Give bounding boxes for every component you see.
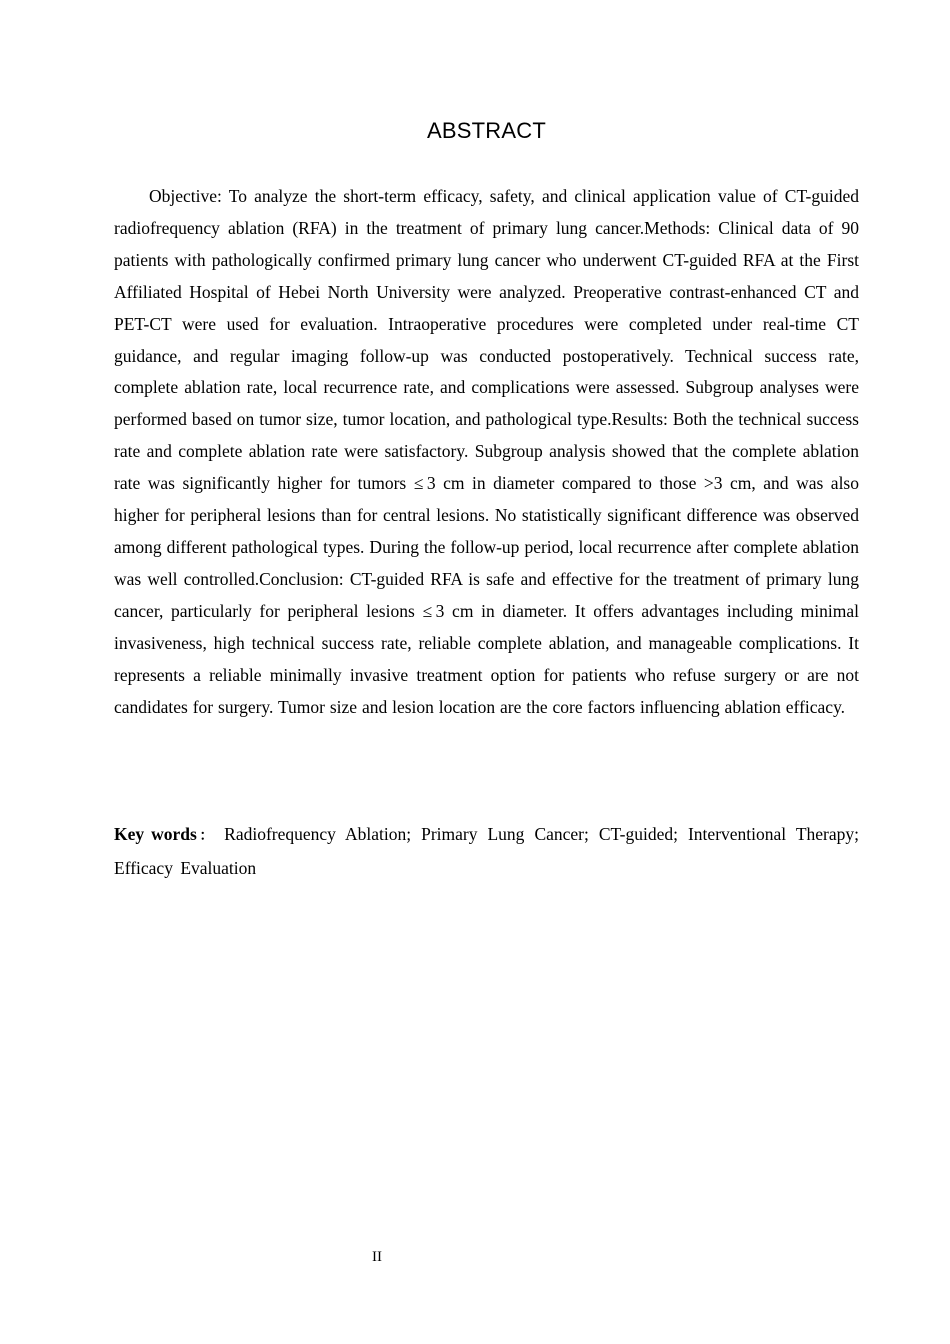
abstract-title: ABSTRACT (427, 118, 546, 143)
keywords-label: Key words (114, 824, 197, 844)
page-number: II (372, 1249, 382, 1265)
keywords-paragraph (114, 819, 859, 885)
keywords-list: Radiofrequency Ablation; Primary Lung Cancer; CT-guided; Interventional Therapy; Efficacy Evaluation (114, 824, 860, 878)
abstract-body: Objective: To analyze the short-term efficacy, safety, and clinical application value of CT-guided radiofrequency ablation (RFA) in the treatment of primary lung cancer.Methods: Clinical data of 90 patients with pathologically confirmed primary lung cancer who underwent CT-guided RFA at the First Affiliated Hospital of Hebei North University were analyzed. Preoperative contrast-enhanced CT and PET-CT were used for evaluation. Intraoperative procedures were completed under real-time CT guidance, and regular imaging follow-up was conducted postoperatively. Technical success rate, complete ablation rate, local recurrence rate, and complications were assessed. Subgroup analyses were performed based on tumor size, tumor location, and pathological type.Results: Both the technical success rate and complete ablation rate were satisfactory. Subgroup analysis showed that the complete ablation rate was significantly higher for tumors ≤ 3 cm in diameter compared to those >3 cm, and was also higher for peripheral lesions than for central lesions. No statistically significant difference was observed among different pathological types. During the follow-up period, local recurrence after complete ablation was well controlled.Conclusion: CT-guided RFA is safe and effective for the treatment of primary lung cancer, particularly for peripheral lesions ≤ 3 cm in diameter. It offers advantages including minimal invasiveness, high technical success rate, reliable complete ablation, and manageable complications. It represents a reliable minimally invasive treatment option for patients who refuse surgery or are not candidates for surgery. Tumor size and lesion location are the core factors influencing ablation efficacy. (114, 186, 859, 717)
keywords-colon: ： (196, 829, 217, 844)
